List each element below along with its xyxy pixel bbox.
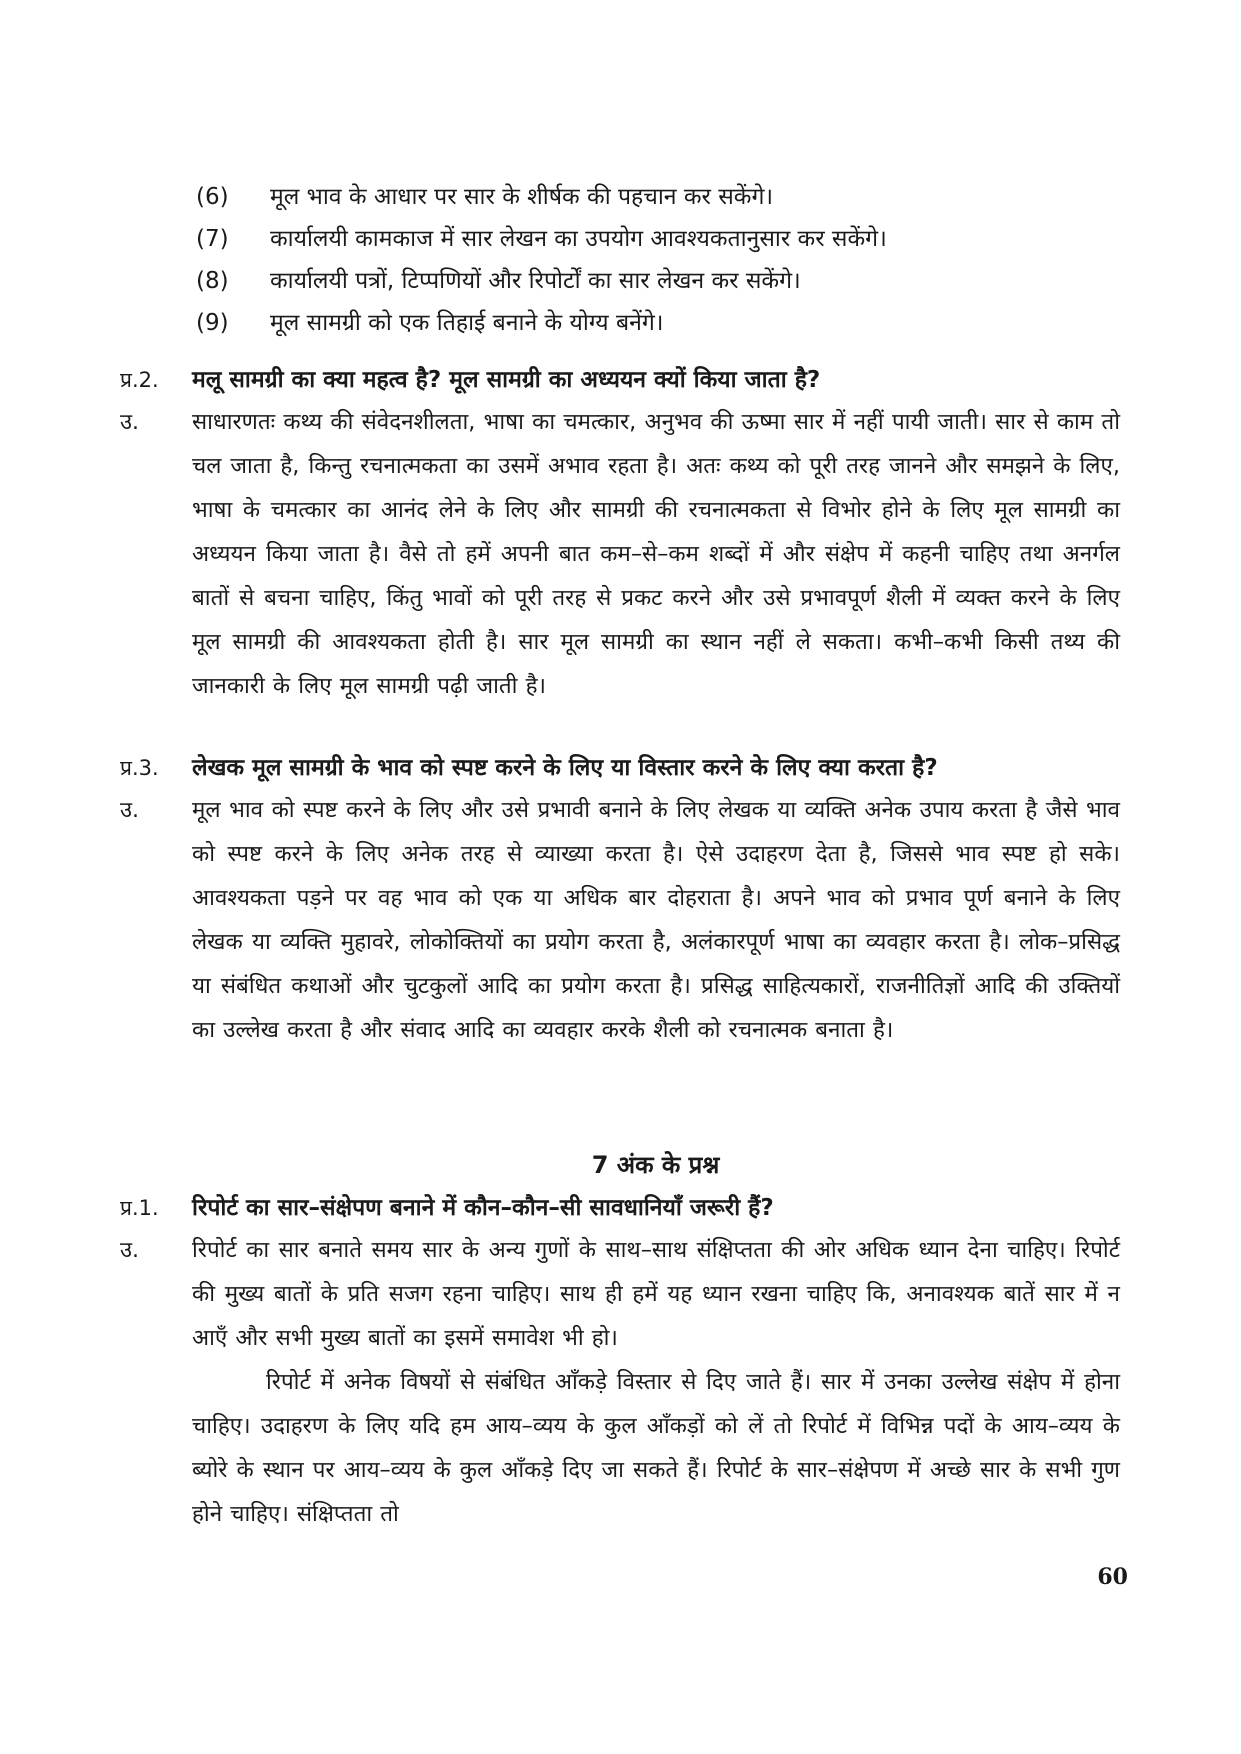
question-block-q2 xyxy=(120,360,1120,708)
answer-paragraph: रिपोर्ट में अनेक विषयों से संबंधित आँकड़े विस्तार से दिए जाते हैं। सार में उनका उल्लेख संक्षेप में होना चाहिए। उदाहरण के लिए यदि हम आय–व्यय के कुल आँकड़ों को लें तो रिपोर्ट में विभिन्न पदों के आय–व्यय के ब्योरे के स्थान पर आय–व्यय के कुल आँकड़े दिए जा सकते हैं। रिपोर्ट के सार–संक्षेपण में अच्छे सार के सभी गुण होने चाहिए। संक्षिप्तता तो xyxy=(192,1369,1120,1527)
list-item-number: (8) xyxy=(196,268,229,294)
list-item-text: कार्यालयी पत्रों, टिप्पणियों और रिपोर्टों का सार लेखन कर सकेंगे। xyxy=(270,268,801,294)
answer-paragraph: रिपोर्ट का सार बनाते समय सार के अन्य गुणों के साथ–साथ संक्षिप्तता की ओर अधिक ध्यान देना चाहिए। रिपोर्ट की मुख्य बातों के प्रति सजग रहना चाहिए। साथ ही हमें यह ध्यान रखना चाहिए कि, अनावश्यक बातें सार में न आएँ और सभी मुख्य बातों का इसमें समावेश भी हो। xyxy=(192,1237,1120,1351)
list-item xyxy=(196,176,1096,218)
answer-row xyxy=(120,1228,1120,1536)
question-row xyxy=(120,748,1120,788)
objectives-list xyxy=(196,176,1096,344)
answer-text: मूल भाव को स्पष्ट करने के लिए और उसे प्रभावी बनाने के लिए लेखक या व्यक्ति अनेक उपाय करता है जैसे भाव को स्पष्ट करने के लिए अनेक तरह से व्याख्या करता है। ऐसे उदाहरण देता है, जिससे भाव स्पष्ट हो सके। आवश्यकता पड़ने पर वह भाव को एक या अधिक बार दोहराता है। अपने भाव को प्रभाव पूर्ण बनाने के लिए लेखक या व्यक्ति मुहावरे, लोकोक्तियों का प्रयोग करता है, अलंकारपूर्ण भाषा का व्यवहार करता है। लोक–प्रसिद्ध या संबंधित कथाओं और चुटकुलों आदि का प्रयोग करता है। प्रसिद्ध साहित्यकारों, राजनीतिज्ञों आदि की उक्तियों का उल्लेख करता है और संवाद आदि का व्यवहार करके शैली को रचनात्मक बनाता है। xyxy=(192,797,1120,1043)
answer-row xyxy=(120,400,1120,708)
list-item-text: मूल सामग्री को एक तिहाई बनाने के योग्य बनेंगे। xyxy=(270,310,664,336)
question-text: रिपोर्ट का सार–संक्षेपण बनाने में कौन–कौन–सी सावधानियाँ जरूरी हैं? xyxy=(192,1195,774,1221)
answer-row xyxy=(120,788,1120,1052)
list-item-number: (7) xyxy=(196,226,229,252)
list-item-number: (9) xyxy=(196,310,229,336)
question-text: लेखक मूल सामग्री के भाव को स्पष्ट करने के लिए या विस्तार करने के लिए क्या करता है? xyxy=(192,755,938,781)
answer-text: साधारणतः कथ्य की संवेदनशीलता, भाषा का चमत्कार, अनुभव की ऊष्मा सार में नहीं पायी जाती। सार से काम तो चल जाता है, किन्तु रचनात्मकता का उसमें अभाव रहता है। अतः कथ्य को पूरी तरह जानने और समझने के लिए, भाषा के चमत्कार का आनंद लेने के लिए और सामग्री की रचनात्मकता से विभोर होने के लिए मूल सामग्री का अध्ययन किया जाता है। वैसे तो हमें अपनी बात कम–से–कम शब्दों में और संक्षेप में कहनी चाहिए तथा अनर्गल बातों से बचना चाहिए, किंतु भावों को पूरी तरह से प्रकट करने और उसे प्रभावपूर्ण शैली में व्यक्त करने के लिए मूल सामग्री की आवश्यकता होती है। सार मूल सामग्री का स्थान नहीं ले सकता। कभी–कभी किसी तथ्य की जानकारी के लिए मूल सामग्री पढ़ी जाती है। xyxy=(192,409,1120,699)
answer-label: उ. xyxy=(120,798,140,823)
list-item xyxy=(196,218,1096,260)
page-number: 60 xyxy=(1097,1564,1128,1590)
list-item-number: (6) xyxy=(196,184,229,210)
question-row xyxy=(120,1188,1120,1228)
answer-label: उ. xyxy=(120,1238,140,1263)
question-label: प्र.3. xyxy=(120,756,159,780)
list-item-text: मूल भाव के आधार पर सार के शीर्षक की पहचान कर सकेंगे। xyxy=(270,184,774,210)
answer-body xyxy=(192,1228,1120,1536)
question-label: प्र.1. xyxy=(120,1196,159,1220)
question-label: प्र.2. xyxy=(120,368,159,392)
list-item-text: कार्यालयी कामकाज में सार लेखन का उपयोग आवश्यकतानुसार कर सकेंगे। xyxy=(270,226,887,252)
question-block-s7q1 xyxy=(120,1188,1120,1536)
list-item xyxy=(196,260,1096,302)
question-text: मलू सामग्री का क्या महत्व है? मूल सामग्री का अध्ययन क्यों किया जाता है? xyxy=(192,367,821,393)
answer-label: उ. xyxy=(120,410,140,435)
question-block-q3 xyxy=(120,748,1120,1052)
section-heading: 7 अंक के प्रश्न xyxy=(591,1151,720,1179)
list-item xyxy=(196,302,1096,344)
question-row xyxy=(120,360,1120,400)
